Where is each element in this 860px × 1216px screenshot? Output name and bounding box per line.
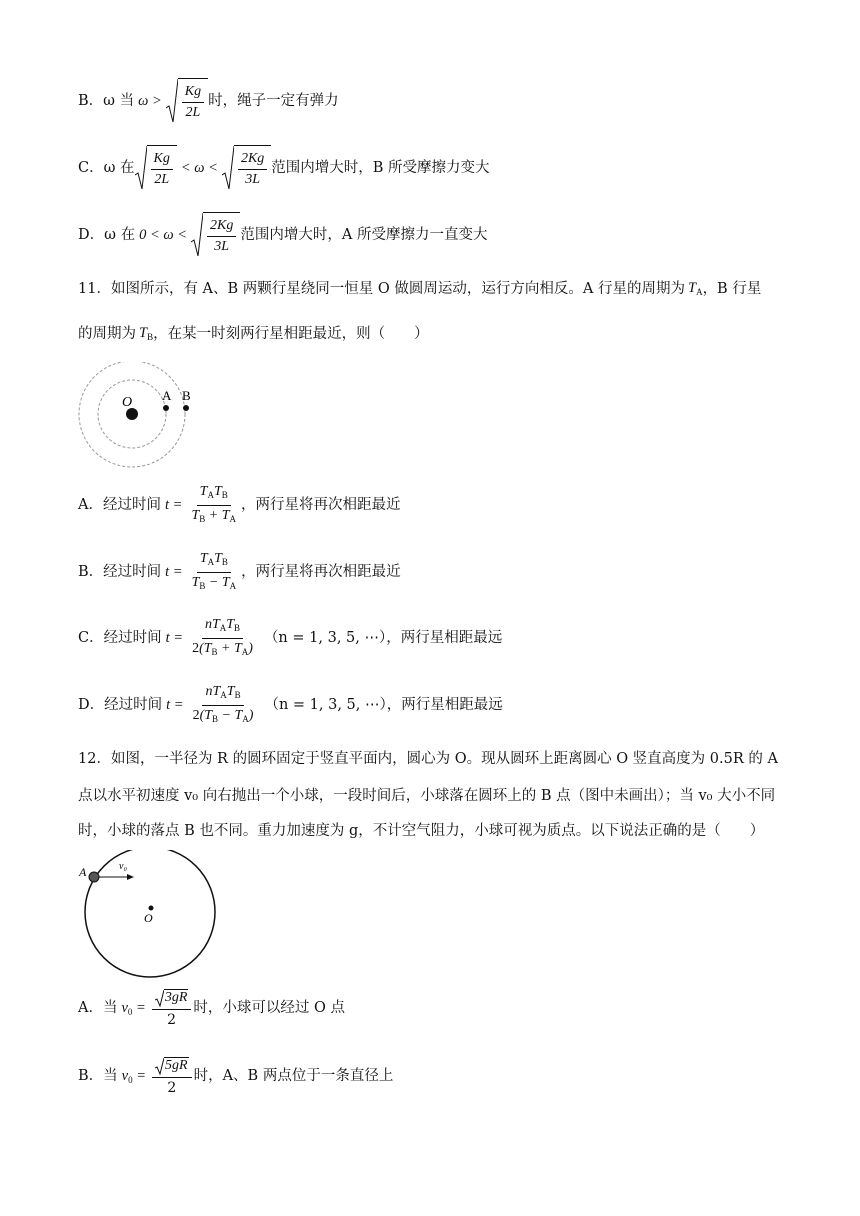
option-label: A． (78, 1000, 103, 1017)
ball-a (89, 872, 99, 882)
arrowhead (127, 874, 134, 880)
stem-text: ，在某一时刻两行星相距最近，则（ ） (153, 325, 429, 342)
formula-t-eq: t = (165, 630, 184, 647)
q12-option-b (78, 1057, 393, 1096)
option-text: 范围内增大时，A 所受摩擦力一直变大 (240, 226, 488, 243)
label-b: B (182, 388, 191, 403)
q12-stem-line2: 点以水平初速度 v₀ 向右抛出一个小球，一段时间后，小球落在圆环上的 B 点（图中未画出）；当 v₀ 大小不同 (78, 788, 776, 804)
q10-option-d (78, 212, 487, 258)
label-v0: v₀ (119, 861, 127, 872)
stem-text: 的周期为 (78, 325, 136, 342)
formula-tb: $T_B$ (139, 325, 154, 342)
option-condition: （n = 1, 3, 5, ⋯），两行星相距最远 (264, 697, 503, 714)
label-o: O (144, 911, 153, 925)
stem-text: 11．如图所示，有 A、B 两颗行星绕同一恒星 O 做圆周运动，运行方向相反。A 行星的周期为 (78, 280, 685, 297)
option-prefix: ω 在 (103, 159, 135, 176)
fraction-tatb-over-sum: $\frac{T_AT_B}{T_B + T_A}$ (191, 484, 236, 524)
option-label: A． (78, 497, 103, 514)
option-label: B． (78, 564, 104, 581)
q10-option-b (78, 78, 339, 124)
formula-v0-eq: $v_0$ = (121, 999, 146, 1017)
formula-ineq: 0 < ω < (139, 226, 188, 243)
option-text: 时，A、B 两点位于一条直径上 (193, 1068, 394, 1085)
q12-ring-figure (76, 850, 226, 980)
option-label: D． (78, 226, 105, 243)
planet-a (163, 405, 169, 411)
option-label: C． (78, 630, 104, 647)
planet-b (183, 405, 189, 411)
option-prefix: 经过时间 (102, 497, 161, 514)
sqrt-2kg-3l: $\frac{2Kg}{3L}$ (222, 145, 271, 191)
stem-text: ，B 行星 (702, 280, 762, 297)
q11-stem-line1 (78, 281, 761, 297)
q11-option-c (78, 617, 502, 660)
option-text: ，两行星将再次相距最近 (240, 497, 401, 514)
sqrt-kg-2l: $\frac{Kg}{2L}$ (135, 145, 177, 191)
formula-omega-gt: ω > (138, 92, 162, 109)
q11-orbit-figure (78, 362, 228, 472)
fraction-ntatb-over-2diff: $\frac{nT_AT_B}{2(T_B - T_A)}$ (192, 684, 254, 724)
option-prefix: 当 (103, 1068, 118, 1085)
option-label: B． (78, 92, 104, 109)
option-prefix: 经过时间 (103, 564, 162, 581)
fraction-tatb-over-diff: $\frac{T_AT_B}{T_B - T_A}$ (191, 551, 237, 591)
option-condition: （n = 1, 3, 5, ⋯），两行星相距最远 (263, 630, 503, 647)
q10-option-c (78, 145, 490, 191)
label-a: A (79, 865, 87, 879)
option-prefix: 经过时间 (104, 697, 163, 714)
formula-t-eq: t = (165, 564, 183, 581)
q11-option-d (78, 684, 503, 727)
fraction-sqrt5gr-over-2: $\frac{5gR}{2}$ (152, 1057, 192, 1096)
q11-option-a (78, 484, 400, 527)
option-label: B． (78, 1068, 104, 1085)
label-o: O (122, 395, 133, 410)
option-prefix: 经过时间 (103, 630, 162, 647)
option-prefix: ω 在 (104, 226, 136, 243)
formula-t-eq: t = (166, 697, 184, 714)
option-label: D． (78, 697, 105, 714)
formula-ineq: < ω < (180, 159, 218, 176)
q12-stem-line3: 时，小球的落点 B 也不同。重力加速度为 g，不计空气阻力，小球可视为质点。以下说法正确的是（ ） (78, 823, 765, 839)
sqrt-kg-2l: $\frac{Kg}{2L}$ (166, 78, 208, 124)
center-o (149, 906, 154, 911)
formula-t-eq: t = (164, 497, 183, 514)
option-text: 时，小球可以经过 O 点 (193, 1000, 346, 1017)
option-prefix: ω 当 (103, 92, 135, 109)
q11-stem-line2 (78, 326, 429, 342)
option-text: 时，绳子一定有弹力 (208, 92, 339, 109)
fraction-sqrt3gr-over-2: $\frac{3gR}{2}$ (152, 989, 192, 1028)
q11-option-b (78, 551, 401, 594)
formula-v0-eq: $v_0$ = (121, 1067, 147, 1085)
sqrt-2kg-3l: $\frac{2Kg}{3L}$ (191, 212, 240, 258)
label-a: A (162, 388, 172, 403)
option-prefix: 当 (102, 1000, 118, 1017)
option-label: C． (78, 159, 104, 176)
fraction-ntatb-over-2sum: $\frac{nT_AT_B}{2(T_B + T_A)}$ (192, 617, 253, 657)
option-text: 范围内增大时，B 所受摩擦力变大 (271, 159, 490, 176)
q12-option-a (78, 989, 345, 1028)
formula-ta: $T_A$ (687, 280, 703, 297)
q12-stem-line1: 12．如图，一半径为 R 的圆环固定于竖直平面内，圆心为 O。现从圆环上距离圆心 O 竖直高度为 0.5R 的 A (78, 751, 778, 767)
option-text: ，两行星将再次相距最近 (241, 564, 401, 581)
